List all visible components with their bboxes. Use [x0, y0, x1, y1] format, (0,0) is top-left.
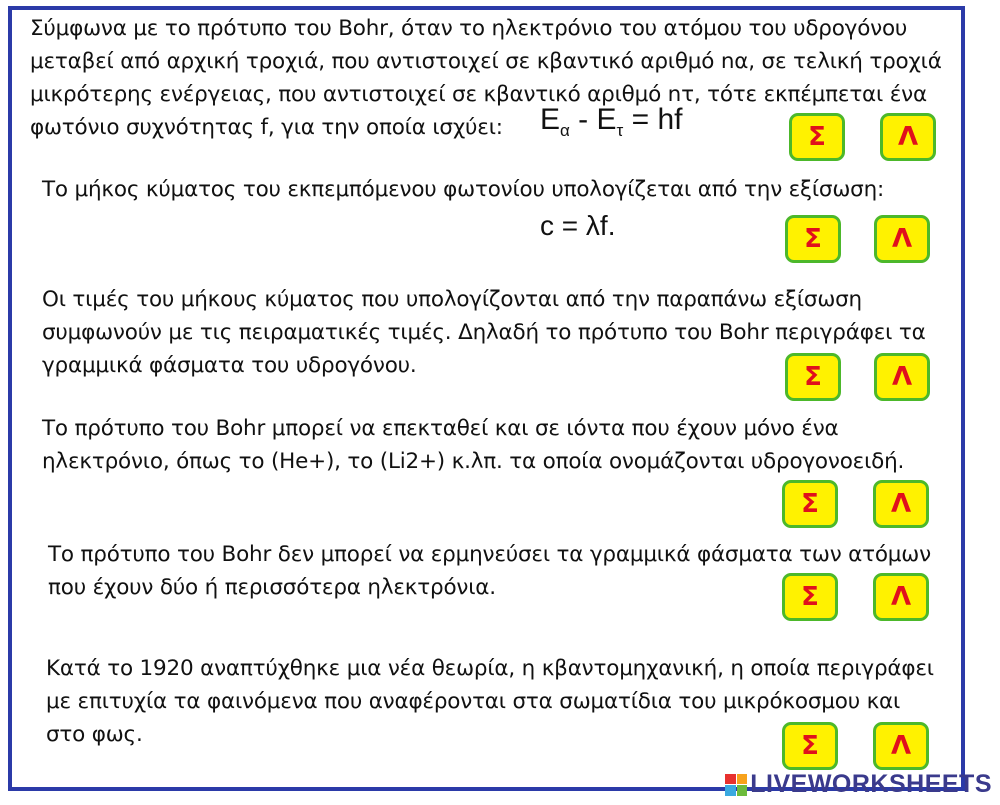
statement-2	[42, 173, 884, 206]
true-button[interactable]: Σ	[785, 353, 841, 401]
statement-1-line: Σύμφωνα με το πρότυπο του Bohr, όταν το ηλεκτρόνιο του ατόμου του υδρογόνου	[30, 16, 908, 41]
statement-1-line: μικρότερης ενέργειας, που αντιστοιχεί σε κβαντικό αριθμό nτ, τότε εκπέμπεται ένα	[30, 82, 927, 107]
statement-6-line: με επιτυχία τα φαινόμενα που αναφέρονται στα σωματίδια του μικρόκοσμου και	[46, 689, 901, 714]
statement-1-line: φωτόνιο συχνότητας f, για την οποία ισχύει:	[30, 115, 503, 140]
true-button[interactable]: Σ	[785, 215, 841, 263]
statement-4	[42, 412, 904, 478]
brand-text: LIVEWORKSHEETS	[750, 770, 992, 798]
statement-4-line: ηλεκτρόνιο, όπως το (He+), το (Li2+) κ.λπ. τα οποία ονομάζονται υδρογονοειδή.	[42, 449, 905, 474]
statement-5-line: Το πρότυπο του Bohr δεν μπορεί να ερμηνεύσει τα γραμμικά φάσματα των ατόμων	[48, 542, 931, 567]
false-button[interactable]: Λ	[873, 573, 929, 621]
true-button[interactable]: Σ	[789, 113, 845, 161]
true-button[interactable]: Σ	[782, 480, 838, 528]
false-button[interactable]: Λ	[874, 353, 930, 401]
energy-formula: $E_\alpha - E_\tau$ = hf	[540, 103, 683, 140]
statement-6-line: στο φως.	[46, 722, 143, 747]
logo-square	[737, 774, 748, 785]
statement-4-line: Το πρότυπο του Bohr μπορεί να επεκταθεί και σε ιόντα που έχουν μόνο ένα	[42, 416, 839, 441]
statement-6-line: Κατά το 1920 αναπτύχθηκε μια νέα θεωρία, η κβαντομηχανική, η οποία περιγράφει	[46, 656, 934, 681]
logo-square	[725, 774, 736, 785]
liveworksheets-logo-icon	[725, 774, 747, 796]
logo-square	[737, 785, 748, 796]
false-button[interactable]: Λ	[874, 215, 930, 263]
false-button[interactable]: Λ	[880, 113, 936, 161]
liveworksheets-brand	[725, 770, 992, 799]
true-button[interactable]: Σ	[782, 573, 838, 621]
wavelength-formula: c = λf.	[540, 210, 616, 241]
statement-1-line: μεταβεί από αρχική τροχιά, που αντιστοιχεί σε κβαντικό αριθμό nα, σε τελική τροχιά	[30, 49, 942, 74]
true-button[interactable]: Σ	[782, 722, 838, 770]
false-button[interactable]: Λ	[873, 722, 929, 770]
false-button[interactable]: Λ	[873, 480, 929, 528]
logo-square	[725, 785, 736, 796]
statement-2-line: Το μήκος κύματος του εκπεμπόμενου φωτονίου υπολογίζεται από την εξίσωση:	[42, 177, 885, 202]
statement-3-line: γραμμικά φάσματα του υδρογόνου.	[42, 353, 417, 378]
statement-3-line: Οι τιμές του μήκους κύματος που υπολογίζονται από την παραπάνω εξίσωση	[42, 287, 862, 312]
statement-5-line: που έχουν δύο ή περισσότερα ηλεκτρόνια.	[48, 575, 496, 600]
statement-3-line: συμφωνούν με τις πειραματικές τιμές. Δηλαδή το πρότυπο του Bohr περιγράφει τα	[42, 320, 926, 345]
